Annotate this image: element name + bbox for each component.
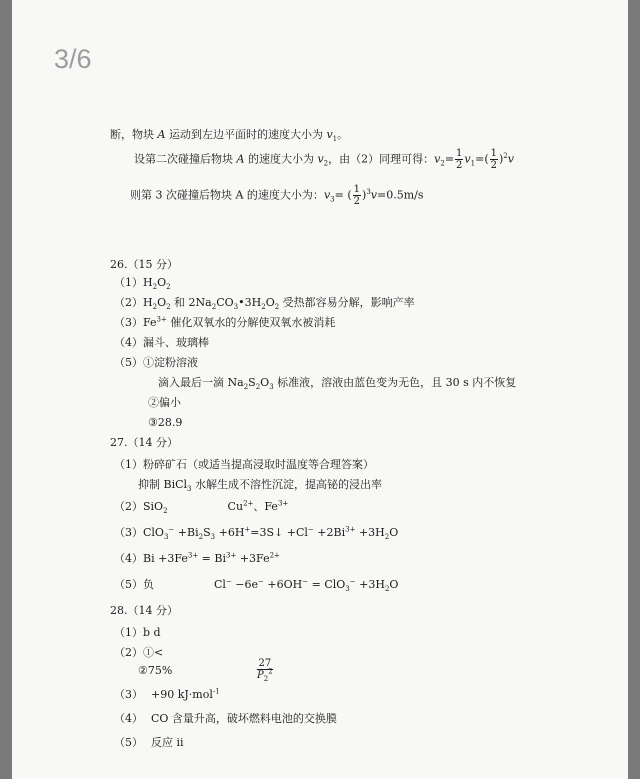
q26-answer-2: $(2)H_2O_2$ 和 $2Na_2CO_3•3H_2O_2$ 受热都容易分解，影响产率 (114, 296, 415, 312)
q28-answer-3: （3） +90 kJ·mol$^{-1}$ (114, 687, 220, 701)
document-page (12, 0, 628, 779)
physics-line-3: 则第 3 次碰撞后物块 A 的速度大小为：$v_3=$ ( $\frac{1}{2}$ )$^3$v=0.5m/s (130, 184, 424, 207)
q26-answer-5-endpoint: 滴入最后一滴 $Na_2S_2O_3$ 标准液，溶液由蓝色变为无色，且 30 s 内不恢复 (158, 376, 517, 392)
q28-answer-4: （4） CO 含量升高，破坏燃料电池的交换膜 (114, 712, 337, 725)
fraction-half: $\frac{1}{2}$ (490, 148, 497, 171)
q26-title: 26.（15 分） (110, 258, 178, 271)
physics-line-1: 断，物块 A 运动到左边平面时的速度大小为 $v_1$。 (110, 128, 349, 144)
physics-line-2: 设第二次碰撞后物块 A 的速度大小为 $v_2$，由（2）同理可得：$v_2=$ $\frac{1}{2}$ $v_1=$( $\frac{1}{2}$ )$^2$v (134, 148, 514, 171)
q27-answer-1b: 抑制 BiCl$_3$ 水解生成不溶性沉淀，提高铋的浸出率 (138, 478, 383, 494)
q27-title: 27.（14 分） (110, 436, 178, 449)
kp-fraction: $\frac{27}{P_2^2}$ (257, 658, 273, 683)
q26-answer-3: $(3)Fe^{3+}$ 催化双氧水的分解使双氧水被消耗 (114, 315, 336, 329)
q27-answer-1: （1）粉碎矿石（或适当提高浸取时温度等合理答案） (114, 458, 374, 471)
q28-answer-2: （2）①< (114, 646, 164, 659)
q27-answer-4: $(4)Bi +3Fe^{3+} = Bi^{3+} +3Fe^{2+}$ (114, 551, 280, 565)
q27-answer-3: $(3)ClO_3^- +Bi_2S_3$ +6H+=3S↓ $+Cl^- +2Bi^{3+} +3H_2O$ (114, 525, 399, 542)
fraction-half: $\frac{1}{2}$ (456, 148, 463, 171)
q26-answer-5-2: ②偏小 (148, 396, 181, 409)
kp-expression (256, 658, 274, 681)
q26-answer-4: （4）漏斗、玻璃棒 (114, 336, 209, 349)
page-number: 3/6 (54, 44, 92, 74)
q28-answer-5: （5） 反应 ii (114, 736, 184, 749)
q26-answer-5: （5）①淀粉溶液 (114, 356, 198, 369)
q26-answer-1: $(1)H_2O_2$ (114, 276, 171, 292)
q28-answer-2b: ②75% (138, 664, 173, 677)
q26-answer-5-3: ③28.9 (148, 416, 183, 429)
q27-answer-5: （5）负 $Cl^- -6e^- +6OH^- = ClO_3^- +3H_2O$ (114, 577, 399, 594)
q28-title: 28.（14 分） (110, 604, 178, 617)
q28-answer-1: （1）b d (114, 626, 161, 639)
fraction-half: $\frac{1}{2}$ (353, 184, 361, 207)
q27-answer-2: （2）SiO$_2$ $Cu^{2+}$、$Fe^{3+}$ (114, 499, 289, 516)
